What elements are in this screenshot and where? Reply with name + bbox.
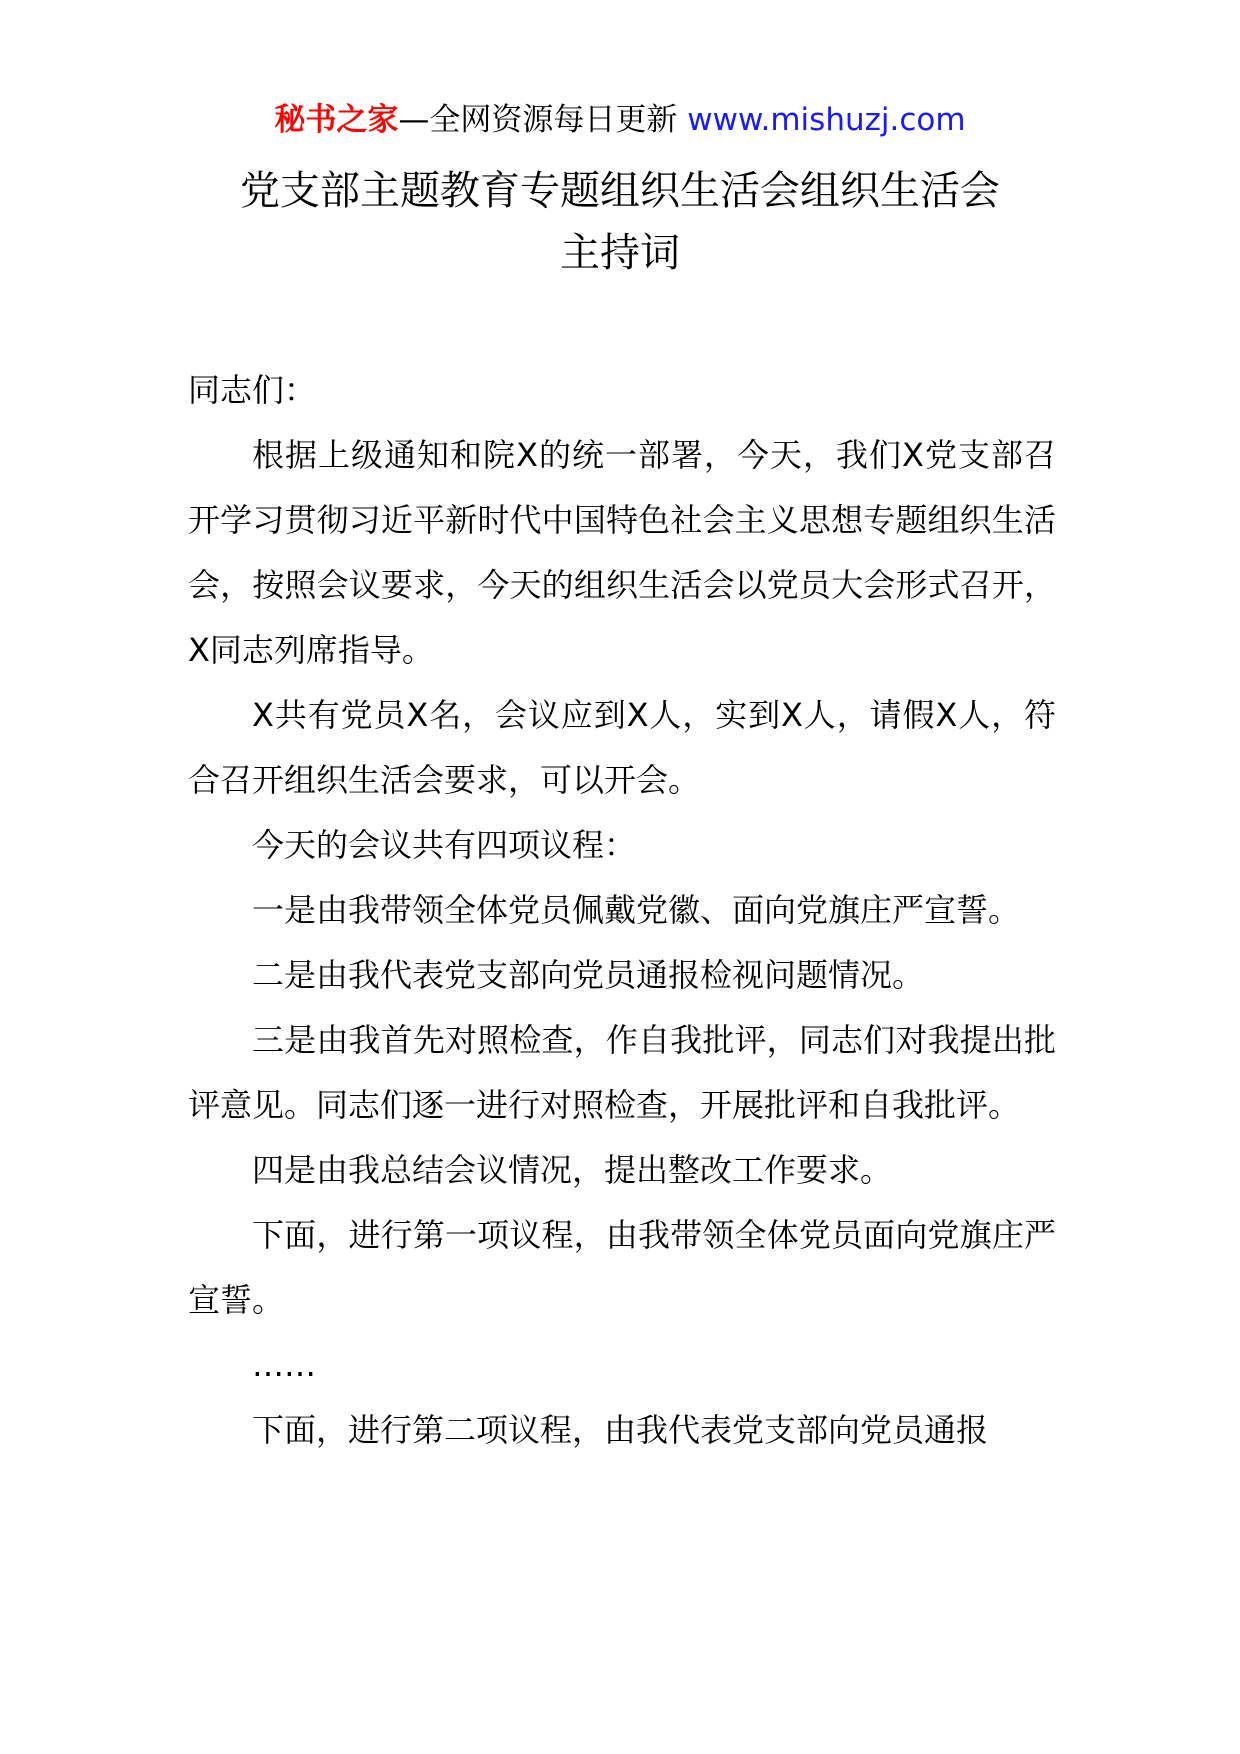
paragraph: 今天的会议共有四项议程： [252, 826, 637, 864]
document-title [180, 160, 1060, 284]
site-link[interactable]: www.mishuzj.com [687, 102, 966, 138]
brand-name: 秘书之家 [274, 102, 399, 138]
paragraph: 下面，进行第一项议程，由我带领全体党员面向党旗庄严宣誓。 [188, 1216, 1056, 1319]
paragraph: 二是由我代表党支部向党员通报检视问题情况。 [252, 956, 925, 994]
title-line-2: 主持词 [560, 230, 680, 276]
header-tagline: —全网资源每日更新 [398, 102, 688, 138]
header-banner [0, 100, 1240, 140]
paragraph: 一是由我带领全体党员佩戴党徽、面向党旗庄严宣誓。 [252, 891, 1021, 929]
document-body [188, 358, 1056, 1463]
paragraph: 根据上级通知和院X的统一部署，今天，我们X党支部召开学习贯彻习近平新时代中国特色社会主义思想专题组织生活会，按照会议要求，今天的组织生活会以党员大会形式召开，X同志列席指导。 [188, 436, 1056, 669]
paragraph: 三是由我首先对照检查，作自我批评，同志们对我提出批评意见。同志们逐一进行对照检查，开展批评和自我批评。 [188, 1021, 1056, 1124]
paragraph: X共有党员X名，会议应到X人，实到X人，请假X人，符合召开组织生活会要求，可以开会。 [188, 696, 1056, 799]
title-line-1: 党支部主题教育专题组织生活会组织生活会 [240, 168, 1000, 214]
paragraph: 四是由我总结会议情况，提出整改工作要求。 [252, 1151, 893, 1189]
paragraph: 下面，进行第二项议程，由我代表党支部向党员通报 [252, 1411, 989, 1449]
salutation: 同志们： [188, 371, 317, 409]
paragraph: …… [252, 1346, 316, 1384]
